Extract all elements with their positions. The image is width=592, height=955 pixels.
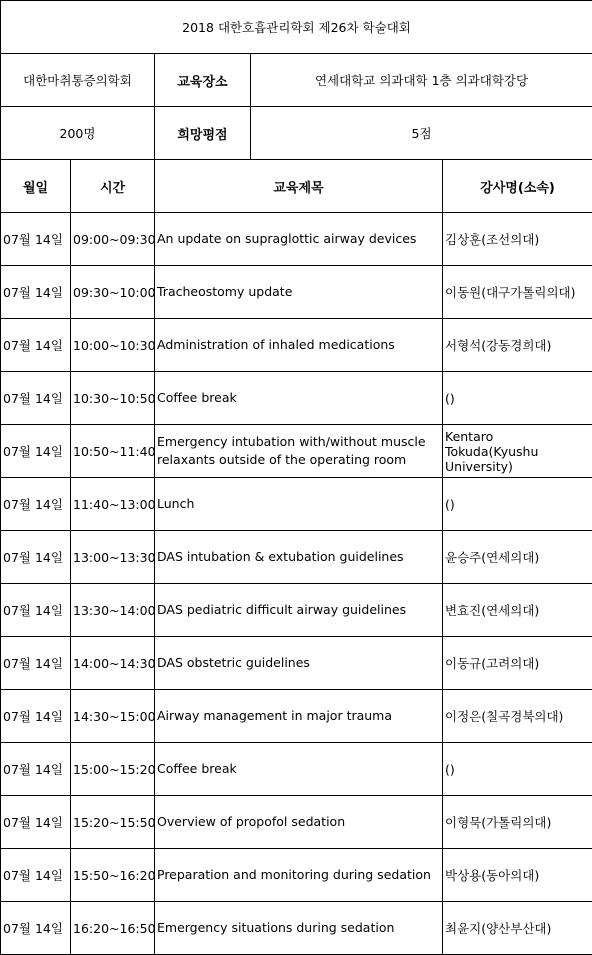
row-time: 15:20~15:50 [71, 796, 155, 849]
column-header-date: 월일 [1, 160, 71, 213]
row-topic: Overview of propofol sedation [155, 796, 443, 849]
table-row [1, 425, 592, 478]
table-row [1, 849, 592, 902]
info-row-points [1, 107, 592, 160]
row-speaker: 이정은(칠곡경북의대) [443, 690, 592, 743]
row-topic: Tracheostomy update [155, 266, 443, 319]
table-row [1, 478, 592, 531]
table-row [1, 319, 592, 372]
row-speaker: 서형석(강동경희대) [443, 319, 592, 372]
row-time: 16:20~16:50 [71, 902, 155, 955]
row-topic: DAS obstetric guidelines [155, 637, 443, 690]
row-speaker: 박상용(동아의대) [443, 849, 592, 902]
row-date: 07월 14일 [1, 690, 71, 743]
table-row [1, 266, 592, 319]
table-row [1, 902, 592, 955]
row-date: 07월 14일 [1, 531, 71, 584]
row-date: 07월 14일 [1, 319, 71, 372]
row-date: 07월 14일 [1, 849, 71, 902]
row-time: 13:30~14:00 [71, 584, 155, 637]
table-row [1, 743, 592, 796]
row-date: 07월 14일 [1, 266, 71, 319]
row-date: 07월 14일 [1, 584, 71, 637]
capacity: 200명 [1, 107, 155, 160]
organizer: 대한마취통증의학회 [1, 54, 155, 107]
row-speaker: () [443, 743, 592, 796]
row-date: 07월 14일 [1, 213, 71, 266]
row-speaker: () [443, 372, 592, 425]
row-topic: Emergency situations during sedation [155, 902, 443, 955]
venue: 연세대학교 의과대학 1층 의과대학강당 [251, 54, 592, 107]
table-row [1, 796, 592, 849]
row-time: 15:50~16:20 [71, 849, 155, 902]
row-time: 10:30~10:50 [71, 372, 155, 425]
row-date: 07월 14일 [1, 372, 71, 425]
column-header-speaker: 강사명(소속) [443, 160, 592, 213]
row-time: 10:00~10:30 [71, 319, 155, 372]
row-topic: An update on supraglottic airway devices [155, 213, 443, 266]
row-date: 07월 14일 [1, 902, 71, 955]
row-topic: DAS pediatric difficult airway guidelines [155, 584, 443, 637]
row-date: 07월 14일 [1, 743, 71, 796]
table-row [1, 531, 592, 584]
row-speaker: 김상훈(조선의대) [443, 213, 592, 266]
row-topic: Preparation and monitoring during sedation [155, 849, 443, 902]
row-topic: Administration of inhaled medications [155, 319, 443, 372]
title-row [1, 1, 592, 54]
row-speaker: Kentaro Tokuda(Kyushu University) [443, 425, 592, 478]
row-topic: Lunch [155, 478, 443, 531]
row-date: 07월 14일 [1, 637, 71, 690]
row-speaker: 변효진(연세의대) [443, 584, 592, 637]
table-row [1, 213, 592, 266]
venue-label: 교육장소 [155, 54, 251, 107]
row-topic: Airway management in major trauma [155, 690, 443, 743]
row-time: 09:30~10:00 [71, 266, 155, 319]
row-time: 14:00~14:30 [71, 637, 155, 690]
row-time: 09:00~09:30 [71, 213, 155, 266]
row-date: 07월 14일 [1, 478, 71, 531]
column-header-time: 시간 [71, 160, 155, 213]
row-speaker: 최윤지(양산부산대) [443, 902, 592, 955]
row-topic: Coffee break [155, 372, 443, 425]
row-speaker: 이동원(대구가톨릭의대) [443, 266, 592, 319]
table-row [1, 637, 592, 690]
header-row [1, 160, 592, 213]
points: 5점 [251, 107, 592, 160]
row-speaker: 이형묵(가톨릭의대) [443, 796, 592, 849]
row-time: 13:00~13:30 [71, 531, 155, 584]
table-row [1, 372, 592, 425]
info-row-venue [1, 54, 592, 107]
points-label: 희망평점 [155, 107, 251, 160]
row-speaker: 윤승주(연세의대) [443, 531, 592, 584]
row-topic: Coffee break [155, 743, 443, 796]
conference-title: 2018 대한호흡관리학회 제26차 학술대회 [1, 1, 592, 54]
row-date: 07월 14일 [1, 796, 71, 849]
row-speaker: 이동규(고려의대) [443, 637, 592, 690]
table-row [1, 690, 592, 743]
row-date: 07월 14일 [1, 425, 71, 478]
row-topic: DAS intubation & extubation guidelines [155, 531, 443, 584]
row-time: 15:00~15:20 [71, 743, 155, 796]
row-time: 10:50~11:40 [71, 425, 155, 478]
row-topic: Emergency intubation with/without muscle relaxants outside of the operating room [155, 425, 443, 478]
row-time: 11:40~13:00 [71, 478, 155, 531]
column-header-topic: 교육제목 [155, 160, 443, 213]
table-row [1, 584, 592, 637]
row-time: 14:30~15:00 [71, 690, 155, 743]
row-speaker: () [443, 478, 592, 531]
